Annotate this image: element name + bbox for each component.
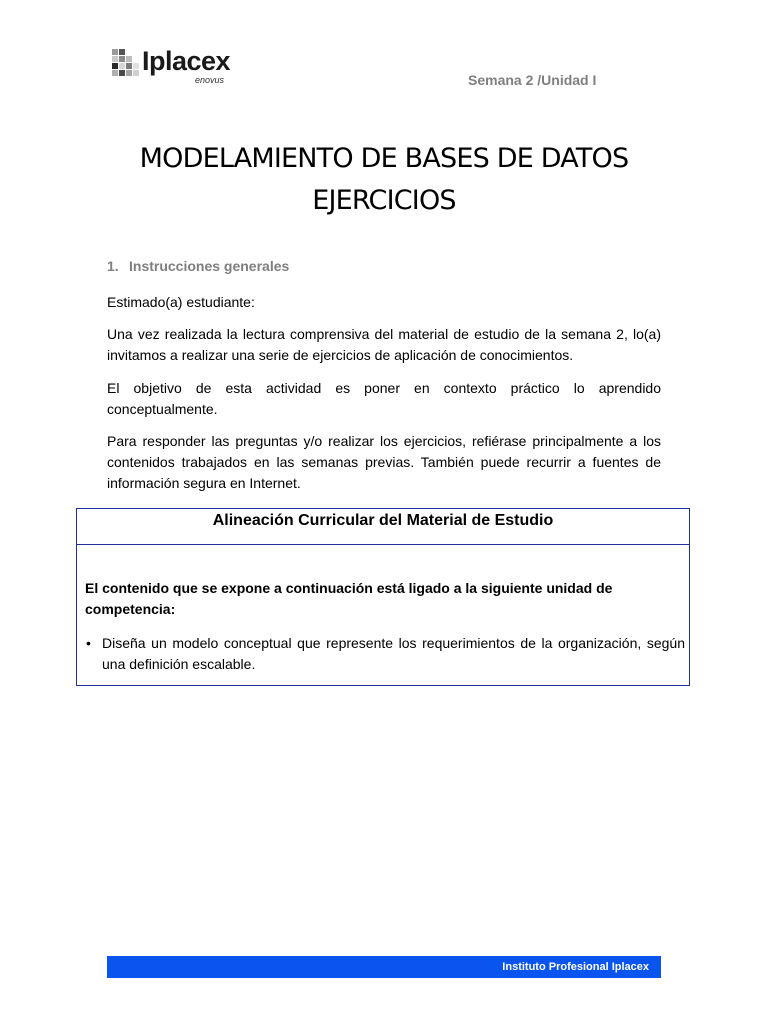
footer-institution: Instituto Profesional Iplacex	[502, 961, 649, 973]
competency-list	[85, 633, 685, 675]
logo-wordmark: Iplacex	[142, 46, 231, 76]
curricular-alignment-box	[76, 508, 690, 686]
alignment-box-title: Alineación Curricular del Material de Estudio	[77, 509, 689, 545]
section-number: 1.	[107, 258, 119, 274]
iplacex-logo	[110, 47, 250, 87]
paragraph-objective: El objetivo de esta actividad es poner en contexto práctico lo aprendido conceptualmente.	[107, 380, 661, 417]
section-heading-text: Instrucciones generales	[129, 258, 290, 274]
document-title-line-1: MODELAMIENTO DE BASES DE DATOS	[139, 143, 629, 174]
bullet-icon: •	[86, 635, 91, 651]
paragraph-reading: Una vez realizada la lectura comprensiva del material de estudio de la semana 2, lo(a) invitamos a realizar una serie de ejercicios de aplicación de conocimientos.	[107, 326, 661, 363]
competency-text: Diseña un modelo conceptual que represente los requerimientos de la organización, según una definición escalable.	[102, 635, 685, 672]
list-item	[85, 633, 685, 675]
logo-tagline: enovus	[195, 75, 225, 85]
footer-bar	[107, 956, 661, 978]
section-heading	[107, 258, 289, 274]
document-title-line-2: EJERCICIOS	[312, 185, 456, 216]
logo-squares-icon	[110, 49, 140, 79]
paragraph-instructions: Para responder las preguntas y/o realizar los ejercicios, refiérase principalmente a los contenidos trabajados en las semanas previas. También puede recurrir a fuentes de información segura en Internet.	[107, 433, 661, 491]
document-title	[0, 138, 768, 222]
paragraph-greeting: Estimado(a) estudiante:	[107, 294, 255, 310]
alignment-box-intro: El contenido que se expone a continuación está ligado a la siguiente unidad de competencia:	[85, 580, 613, 617]
week-unit-label: Semana 2 /Unidad I	[468, 72, 597, 88]
